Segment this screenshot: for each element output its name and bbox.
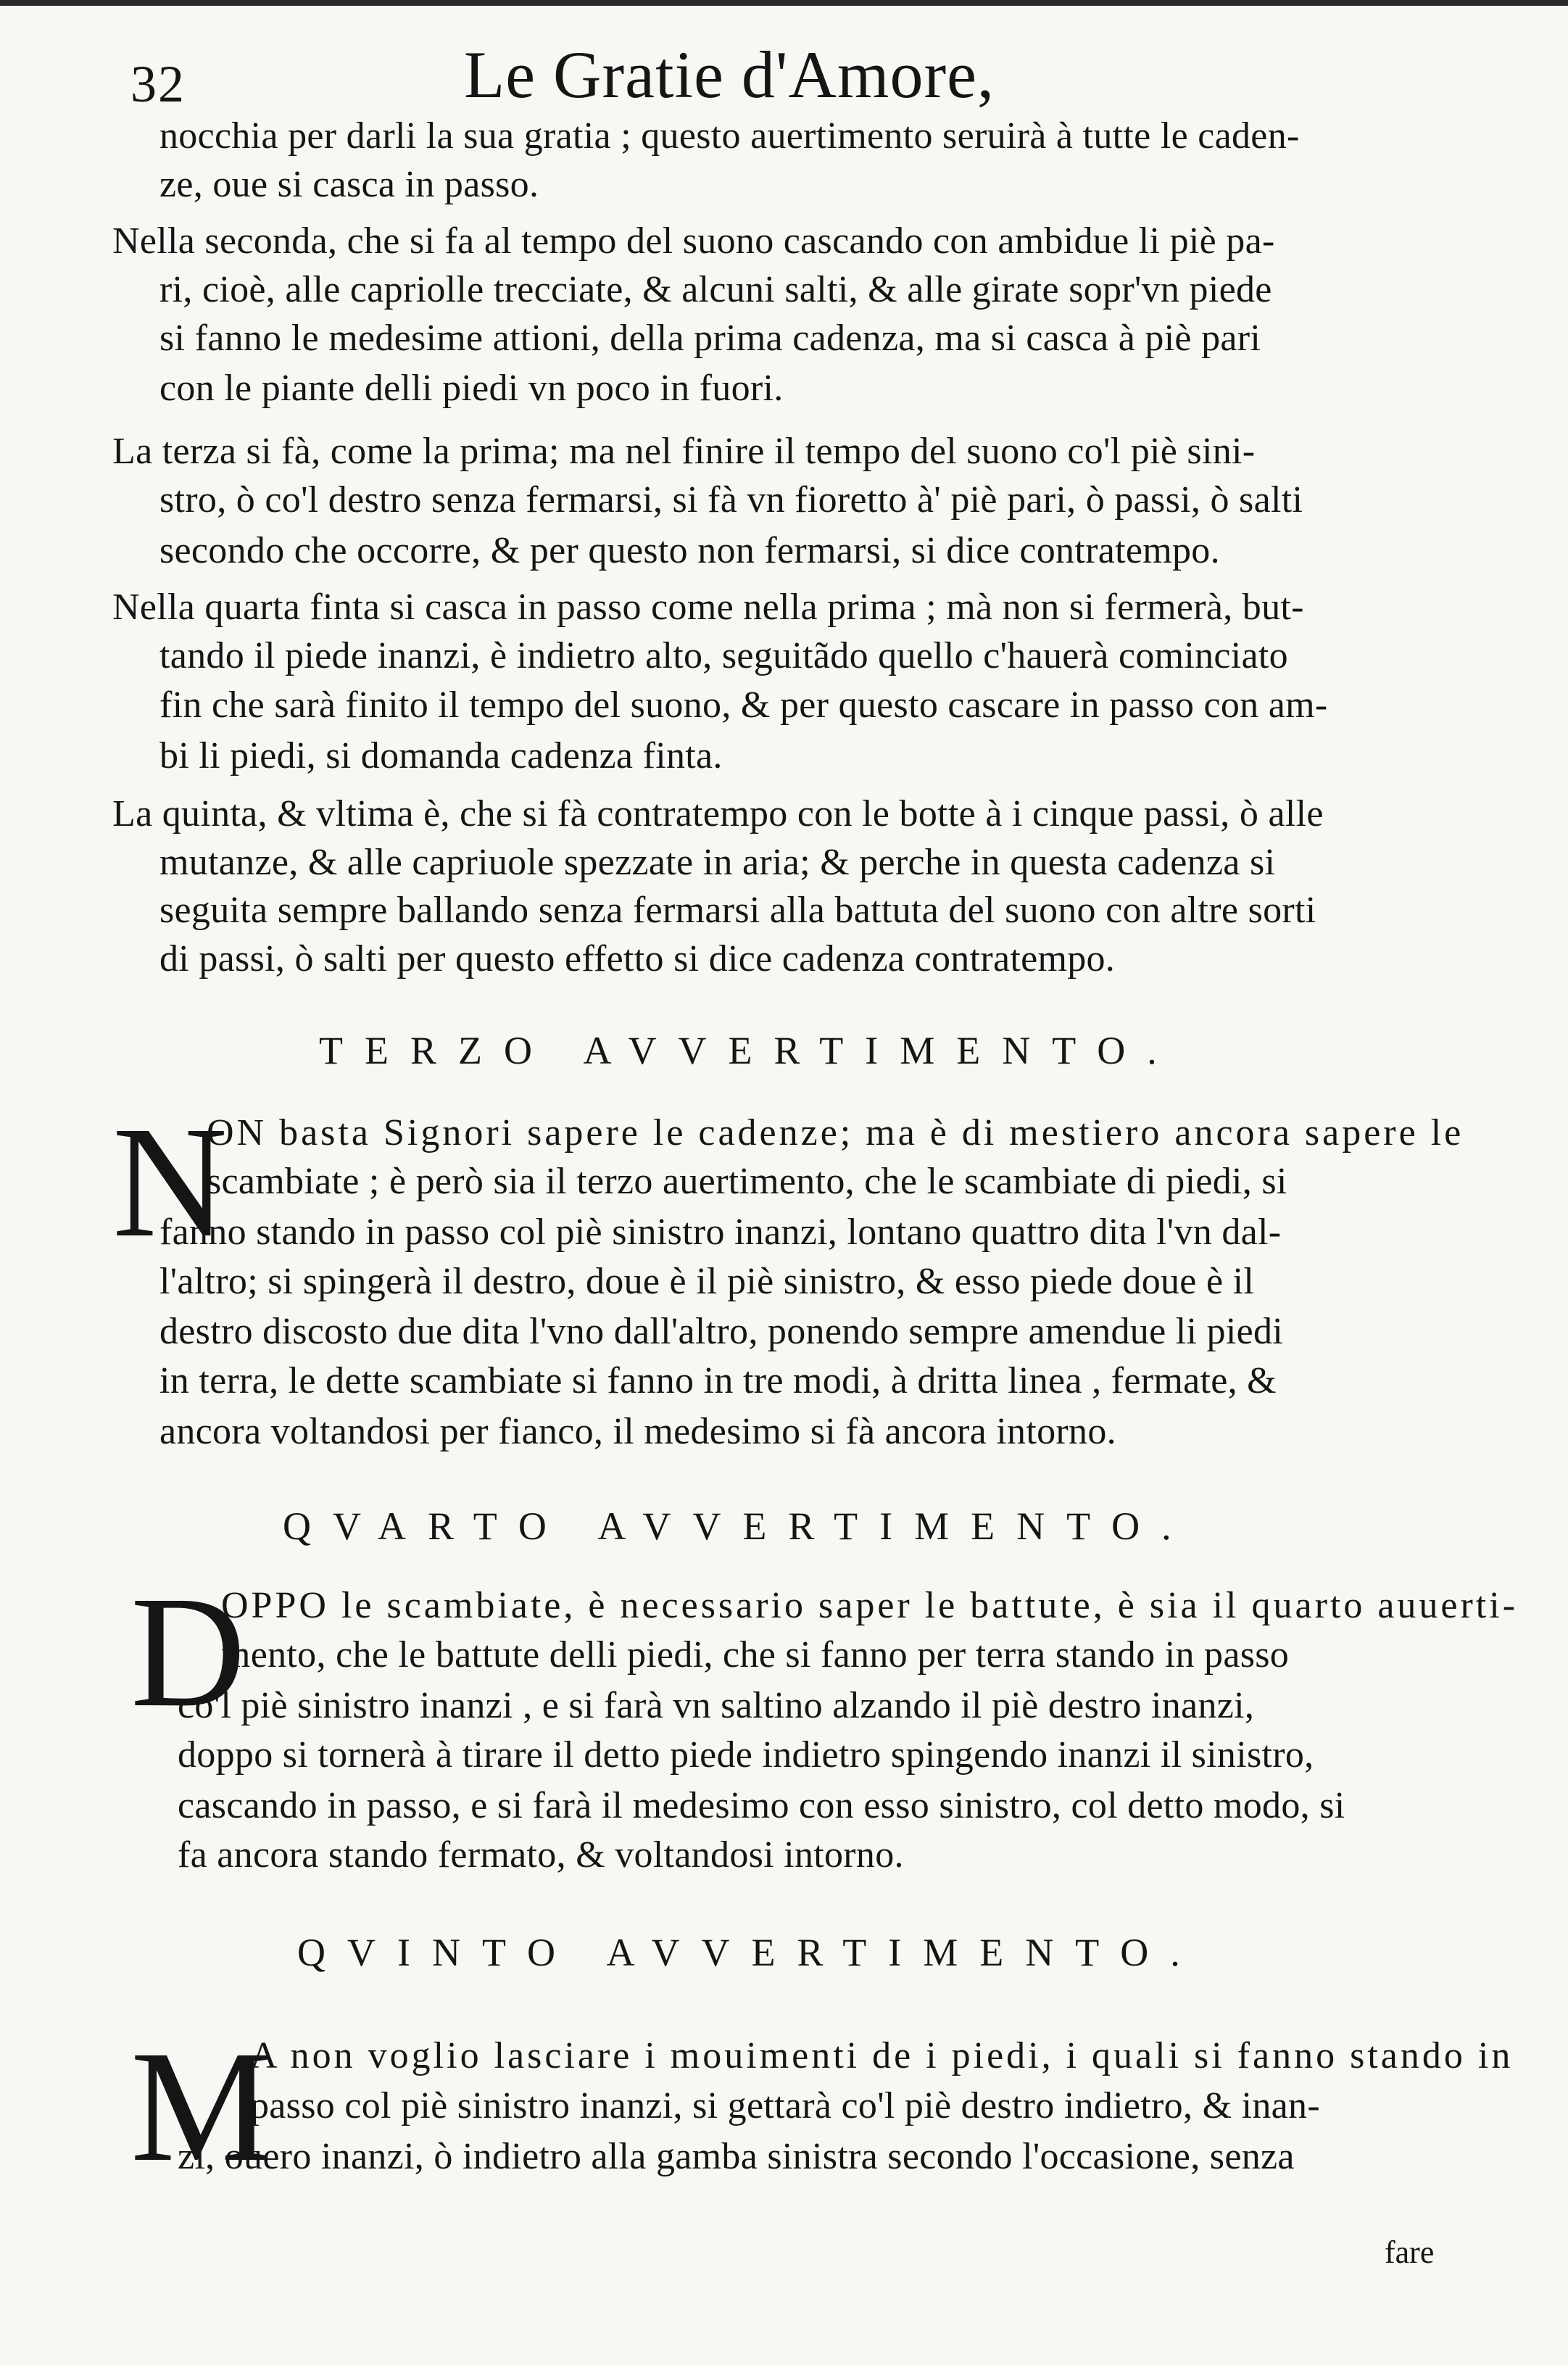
text-line: passo col piè sinistro inanzi, si gettarà co'l piè destro indietro, & inan-: [250, 2085, 1320, 2126]
text-line: Nella quarta finta si casca in passo come nella prima ; mà non si fermerà, but-: [112, 587, 1304, 628]
section-heading-quinto: QVINTO AVVERTIMENTO.: [297, 1931, 1202, 1974]
text-line: con le piante delli piedi vn poco in fuori.: [159, 368, 784, 409]
text-line: l'altro; si spingerà il destro, doue è il piè sinistro, & esso piede doue è il: [159, 1261, 1255, 1302]
drop-cap-m: M: [130, 2018, 273, 2195]
section-heading-terzo: TERZO AVVERTIMENTO.: [319, 1029, 1179, 1072]
text-line: ON basta Signori sapere le cadenze; ma è di mestiero ancora sapere le: [207, 1112, 1464, 1153]
section-heading-quarto: QVARTO AVVERTIMENTO.: [283, 1504, 1193, 1548]
text-line: zi, ouero inanzi, ò indietro alla gamba sinistra secondo l'occasione, senza: [178, 2136, 1295, 2177]
text-line: mutanze, & alle capriuole spezzate in aria; & perche in questa cadenza si: [159, 842, 1276, 883]
text-line: tando il piede inanzi, è indietro alto, seguitãdo quello c'hauerà cominciato: [159, 635, 1288, 676]
text-line: La quinta, & vltima è, che si fà contratempo con le botte à i cinque passi, ò alle: [112, 793, 1324, 834]
text-line: doppo si tornerà à tirare il detto piede indietro spingendo inanzi il sinistro,: [178, 1734, 1314, 1776]
text-line: bi li piedi, si domanda cadenza finta.: [159, 735, 723, 776]
drop-cap-d: D: [130, 1563, 246, 1740]
text-line: La terza si fà, come la prima; ma nel finire il tempo del suono co'l piè sini-: [112, 431, 1256, 472]
text-line: stro, ò co'l destro senza fermarsi, si fà vn fioretto à' piè pari, ò passi, ò salti: [159, 479, 1303, 521]
text-line: co'l piè sinistro inanzi , e si farà vn saltino alzando il piè destro inanzi,: [178, 1685, 1255, 1726]
text-line: ancora voltandosi per fianco, il medesimo si fà ancora intorno.: [159, 1411, 1116, 1452]
text-line: cascando in passo, e si farà il medesimo con esso sinistro, col detto modo, si: [178, 1785, 1345, 1826]
text-line: destro discosto due dita l'vno dall'altro, ponendo sempre amendue li piedi: [159, 1311, 1284, 1352]
text-line: fin che sarà finito il tempo del suono, & per questo cascare in passo con am-: [159, 684, 1328, 726]
page-number: 32: [130, 55, 186, 113]
text-line: nocchia per darli la sua gratia ; questo auertimento seruirà à tutte le caden-: [159, 115, 1300, 157]
text-line: ze, oue si casca in passo.: [159, 164, 539, 205]
text-line: fa ancora stando fermato, & voltandosi intorno.: [178, 1834, 904, 1876]
text-line: in terra, le dette scambiate si fanno in tre modi, à dritta linea , fermate, &: [159, 1360, 1277, 1401]
text-line: di passi, ò salti per questo effetto si dice cadenza contratempo.: [159, 938, 1116, 979]
text-line: A non voglio lasciare i mouimenti de i piedi, i quali si fanno stando in: [250, 2035, 1514, 2076]
text-line: fanno stando in passo col piè sinistro inanzi, lontano quattro dita l'vn dal-: [159, 1212, 1282, 1253]
text-line: secondo che occorre, & per questo non fermarsi, si dice contratempo.: [159, 530, 1220, 571]
running-title: Le Gratie d'Amore,: [464, 38, 995, 112]
text-line: ri, cioè, alle capriolle trecciate, & alcuni salti, & alle girate sopr'vn piede: [159, 269, 1272, 310]
text-line: Nella seconda, che si fa al tempo del suono cascando con ambidue li piè pa-: [112, 220, 1275, 262]
text-line: seguita sempre ballando senza fermarsi alla battuta del suono con altre sorti: [159, 890, 1316, 931]
text-line: si fanno le medesime attioni, della prima cadenza, ma si casca à piè pari: [159, 318, 1261, 359]
drop-cap-n: N: [112, 1093, 228, 1270]
top-border: [0, 0, 1568, 6]
catchword: fare: [1385, 2234, 1435, 2270]
text-line: mento, che le battute delli piedi, che si fanno per terra stando in passo: [221, 1634, 1290, 1676]
text-line: scambiate ; è però sia il terzo auertimento, che le scambiate di piedi, si: [207, 1161, 1287, 1202]
text-line: OPPO le scambiate, è necessario saper le battute, è sia il quarto auuerti-: [221, 1585, 1519, 1626]
